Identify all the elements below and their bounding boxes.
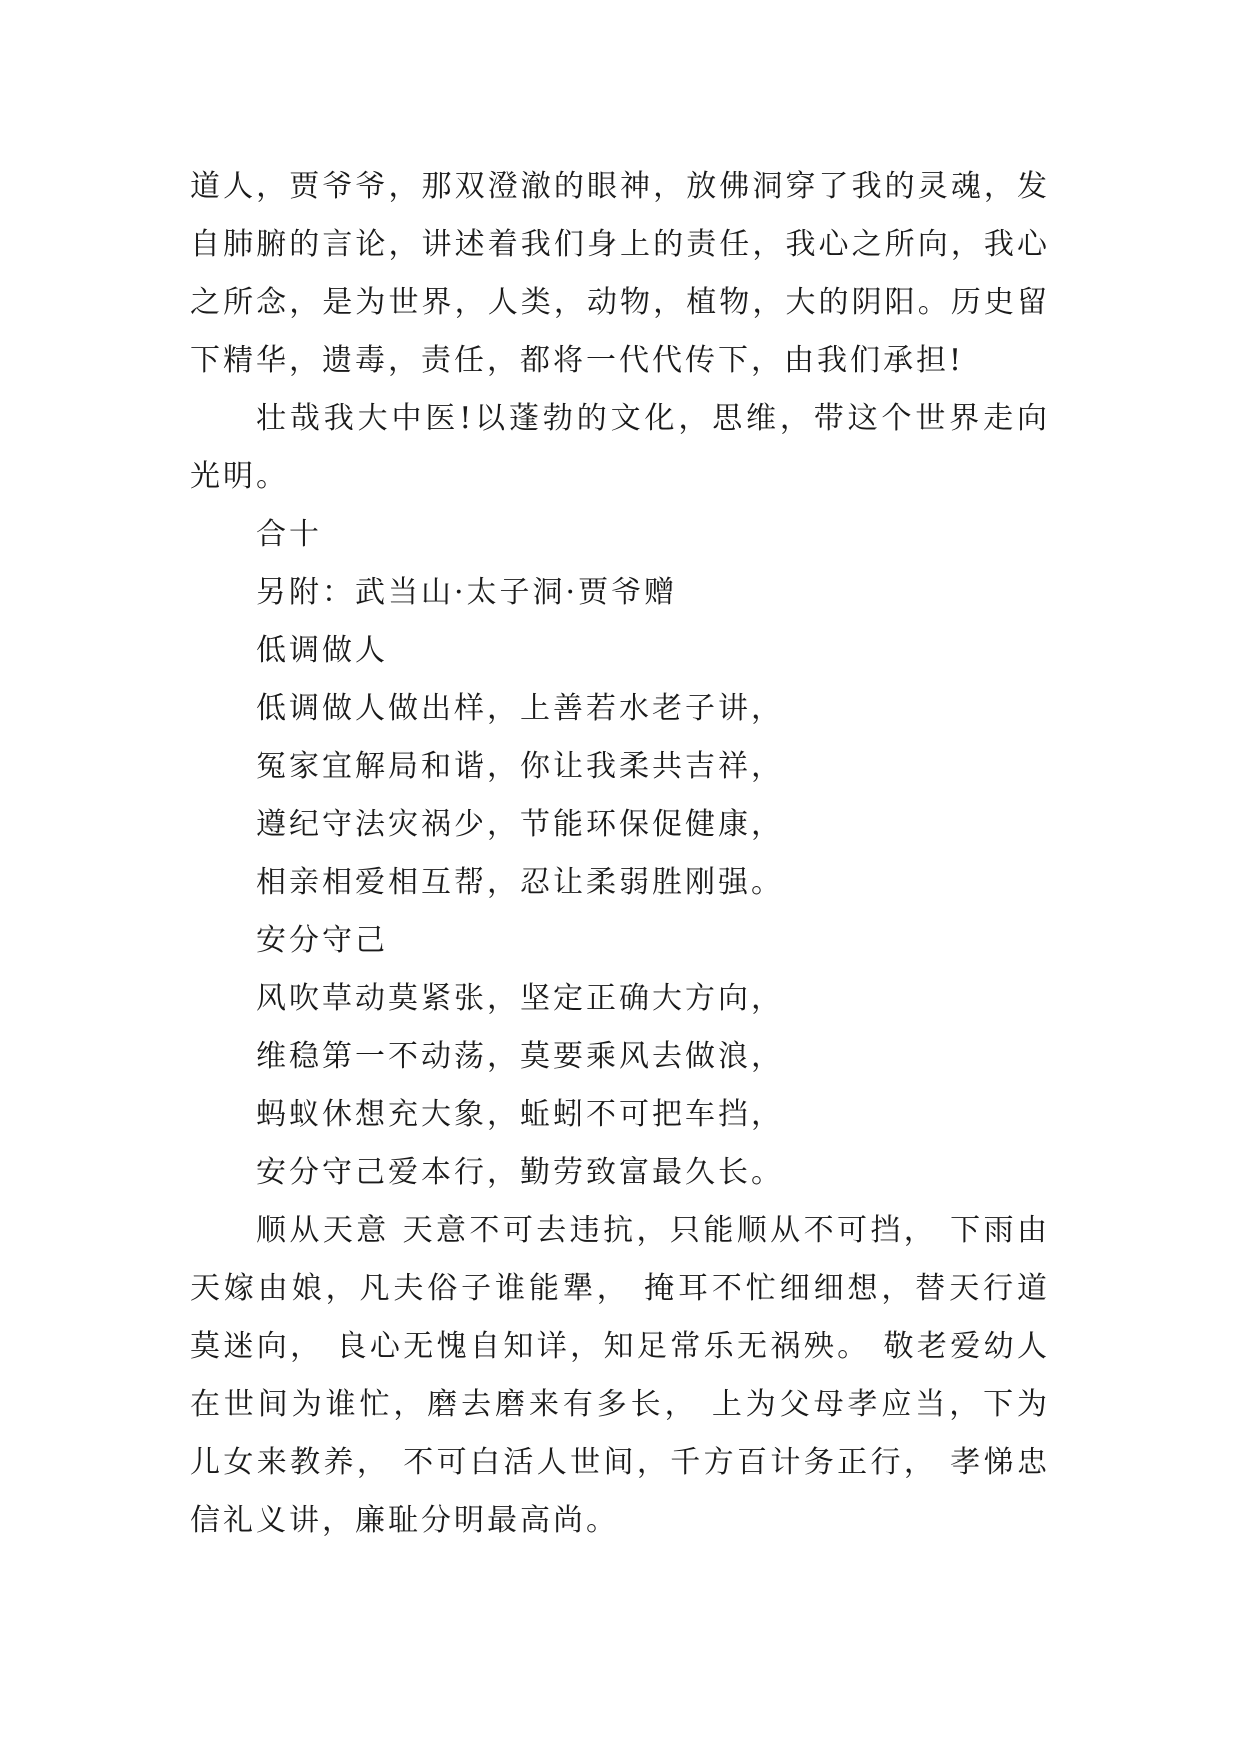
poem-title-1: 低调做人 — [256, 633, 388, 668]
poem-1-line: 冤家宜解局和谐，你让我柔共吉祥， — [256, 749, 784, 784]
poem-2-line: 蚂蚁休想充大象，蚯蚓不可把车挡， — [256, 1097, 784, 1132]
poem-title-2: 安分守己 — [256, 923, 388, 958]
poem-1-line: 低调做人做出样，上善若水老子讲， — [256, 691, 784, 726]
signature-line: 合十 — [256, 517, 322, 552]
document-body — [190, 158, 1050, 1550]
poem-2-line: 安分守己爱本行，勤劳致富最久长。 — [256, 1155, 784, 1190]
paragraph-praise: 壮哉我大中医!以蓬勃的文化，思维，带这个世界走向光明。 — [190, 401, 1050, 494]
poem-2-line: 风吹草动莫紧张，坚定正确大方向， — [256, 981, 784, 1016]
paragraph-final: 顺从天意 天意不可去违抗，只能顺从不可挡， 下雨由天嫁由娘，凡夫俗子谁能犟， 掩耳不忙细细想，替天行道莫迷向， 良心无愧自知详，知足常乐无祸殃。 敬老爱幼人在世间为谁忙，磨去磨来有多长， 上为父母孝应当，下为儿女来教养， 不可白活人世间，千方百计务正行， 孝悌忠信礼义讲，廉耻分明最高尚。 — [190, 1213, 1050, 1538]
poem-1-line: 相亲相爱相互帮，忍让柔弱胜刚强。 — [256, 865, 784, 900]
poem-2-line: 维稳第一不动荡，莫要乘风去做浪， — [256, 1039, 784, 1074]
appendix-title: 另附：武当山·太子洞·贾爷赠 — [256, 575, 678, 610]
poem-1-line: 遵纪守法灾祸少，节能环保促健康， — [256, 807, 784, 842]
paragraph-opening: 道人，贾爷爷，那双澄澈的眼神，放佛洞穿了我的灵魂，发自肺腑的言论，讲述着我们身上的责任，我心之所向，我心之所念，是为世界，人类，动物，植物，大的阴阳。历史留下精华，遗毒，责任，都将一代代传下，由我们承担! — [190, 169, 1050, 378]
